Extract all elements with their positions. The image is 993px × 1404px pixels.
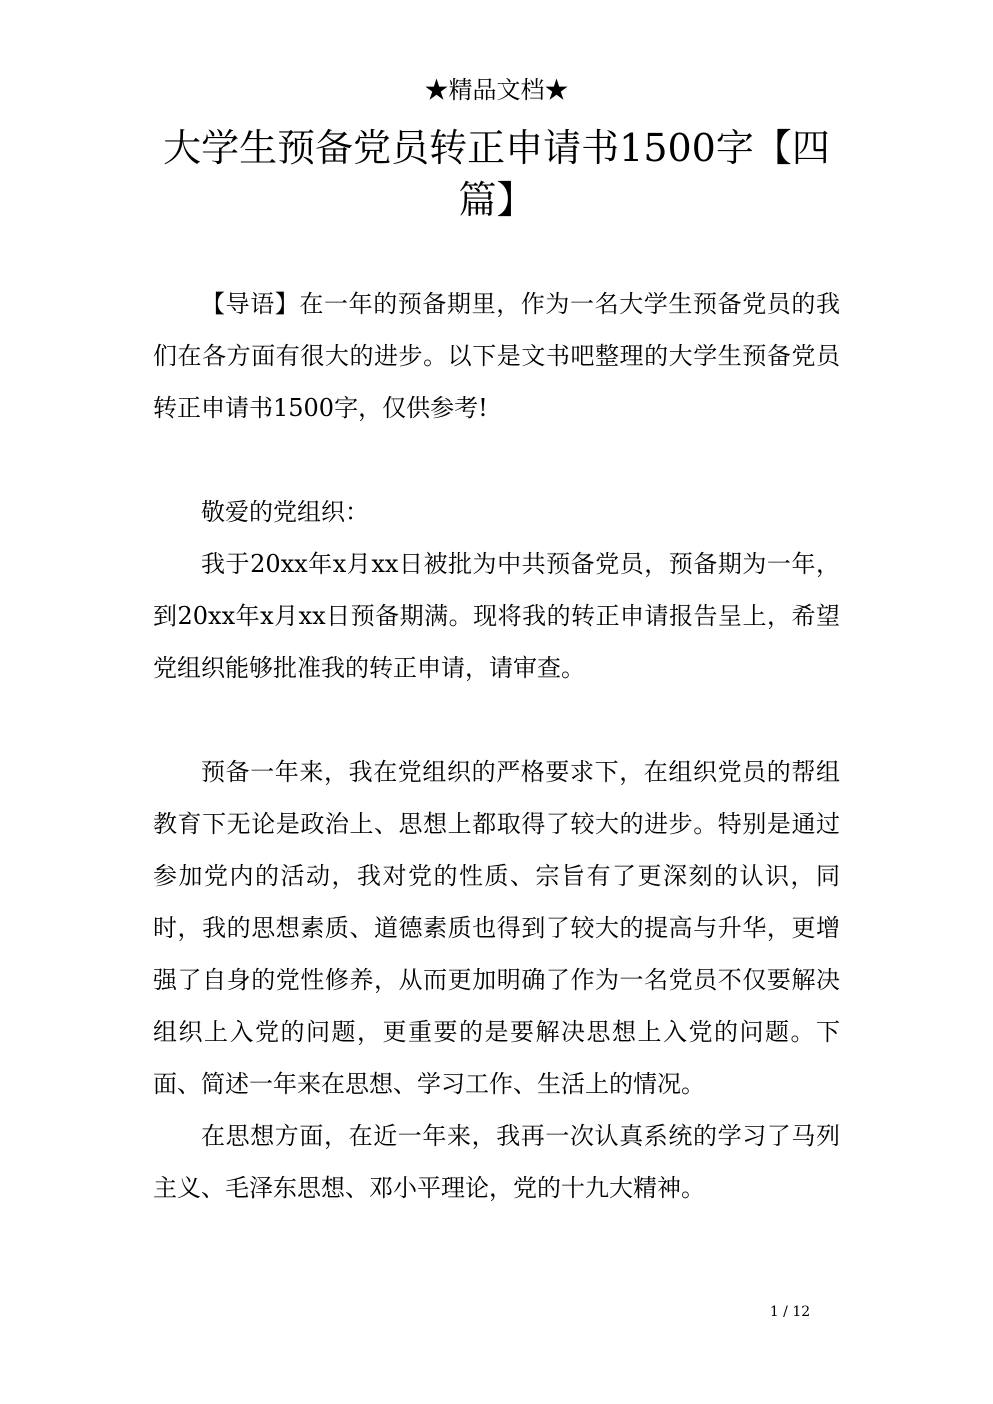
- body-paragraph: 我于20xx年x月xx日被批为中共预备党员，预备期为一年，到20xx年x月xx日预备期满。现将我的转正申请报告呈上，希望党组织能够批准我的转正申请，请审查。: [153, 550, 840, 682]
- body-paragraph: 预备一年来，我在党组织的严格要求下，在组织党员的帮组教育下无论是政治上、思想上都取得了较大的进步。特别是通过参加党内的活动，我对党的性质、宗旨有了更深刻的认识，同时，我的思想素质、道德素质也得到了较大的提高与升华，更增强了自身的党性修养，从而更加明确了作为一名党员不仅要解决组织上入党的问题，更重要的是要解决思想上入党的问题。下面、简述一年来在思想、学习工作、生活上的情况。: [153, 758, 840, 1098]
- intro-paragraph: 【导语】在一年的预备期里，作为一名大学生预备党员的我们在各方面有很大的进步。以下是文书吧整理的大学生预备党员转正申请书1500字，仅供参考!: [153, 290, 840, 422]
- document-body: [153, 278, 840, 1214]
- salutation: 敬爱的党组织：: [201, 498, 369, 526]
- body-paragraph: 在思想方面，在近一年来，我再一次认真系统的学习了马列主义、毛泽东思想、邓小平理论，党的十九大精神。: [153, 1122, 840, 1202]
- page-number: 1 / 12: [769, 1304, 811, 1320]
- document-header-mark: ★精品文档★: [424, 76, 569, 104]
- document-title: 大学生预备党员转正申请书1500字【四篇】: [163, 126, 830, 222]
